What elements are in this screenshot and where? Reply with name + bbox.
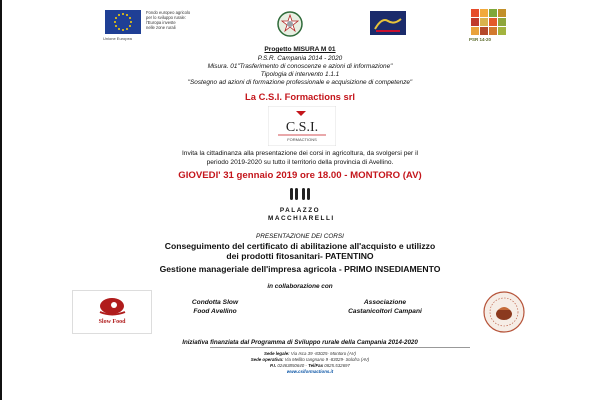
logo-strip (0, 8, 600, 42)
footer-website[interactable] (160, 369, 460, 375)
svg-text:FORMACTIONS: FORMACTIONS (287, 137, 317, 142)
tel-value: 0825.532697 (324, 363, 350, 368)
eu-caption: Unione Europea (103, 36, 132, 41)
organizer-name: La C.S.I. Formactions srl (245, 91, 355, 102)
palazzo-line-1: PALAZZO (279, 207, 321, 214)
snail-icon (73, 291, 151, 333)
presentation-label: PRESENTAZIONE DEI CORSI (256, 233, 344, 240)
eu-flag-icon (105, 10, 141, 34)
operative-label: Sede operativa: (250, 357, 284, 362)
psr-line: P.S.R. Campania 2014 - 2020 (257, 55, 343, 62)
slow-food-logo-text: Slow Food (98, 319, 126, 325)
collaboration-label: in collaborazione con (267, 283, 333, 290)
regione-campania-logo-icon (370, 11, 406, 35)
palazzo-columns-icon (268, 186, 332, 202)
invite-line-1: Invita la cittadinanza alla presentazione dei corsi in agricoltura, da svolgersi per il (181, 150, 419, 157)
invite-line-2: periodo 2019-2020 su tutto il territorio della provincia di Avellino. (206, 159, 394, 166)
csi-formactions-logo-icon (268, 106, 336, 146)
legal-value: Via Isca 39 -83025- Montoro (AV) (290, 351, 356, 356)
feasr-text (146, 10, 216, 30)
operative-value: Via Mellito Iangnano 9 -83029- Solofra (AV) (284, 357, 370, 362)
partner2-line1: Associazione (363, 299, 407, 306)
funding-note: Iniziativa finanziata dal Programma di Sviluppo rurale della Campania 2014-2020 (182, 339, 418, 346)
svg-text:C.S.I.: C.S.I. (285, 120, 319, 135)
partner2-line2: Castanicoltori Campani (348, 308, 422, 315)
partner1-line1: Condotta Slow (191, 299, 239, 306)
feasr-line: nelle zone rurali (146, 25, 176, 30)
tipologia-line: Tipologia di intervento 1.1.1 (260, 71, 340, 78)
psr-caption-text: PSR 14-20 (469, 37, 492, 42)
footer-contacts (160, 351, 460, 375)
piva-label: P.I. (270, 363, 277, 368)
legal-label: Sede legale: (264, 351, 290, 356)
footer-divider (210, 347, 470, 348)
feasr-line: l'Europa investe (146, 20, 176, 25)
course-1-line-a: Conseguimento del certificato di abilitazione all'acquisto e utilizzo (164, 241, 436, 251)
feasr-line: Fondo europeo agricolo (146, 10, 191, 15)
partner1-line2: Food Avellino (193, 308, 237, 315)
course-1-line-b: dei prodotti fitosanitari- PATENTINO (226, 251, 374, 261)
course-2: Gestione manageriale dell'impresa agricola - PRIMO INSEDIAMENTO (159, 264, 441, 274)
palazzo-line-2: MACCHIARELLI (268, 215, 335, 222)
partner-slow-food (155, 298, 275, 316)
palazzo-macchiarelli-logo (268, 186, 335, 226)
tel-label: Tel/Fax (308, 363, 324, 368)
misura-line: Misura. 01"Trasferimento di conoscenze e azioni di informazione" (207, 63, 393, 70)
project-title: Progetto MISURA M 01 (264, 46, 336, 53)
feasr-line: per lo sviluppo rurale: (146, 15, 187, 20)
sostegno-line: "Sostegno ad azioni di formazione professionale e acquisizione di competenze" (187, 79, 413, 86)
website-link[interactable]: www.csiformactions.it (286, 369, 334, 374)
piva-value: 02463850640 - (277, 363, 307, 368)
partner-castanicoltori (320, 298, 450, 316)
psr-caption (469, 37, 491, 42)
slow-food-logo (72, 290, 152, 334)
castanicoltori-seal-icon (462, 290, 546, 334)
italian-republic-emblem-icon (276, 10, 304, 38)
event-date: GIOVEDI' 31 gennaio 2019 ore 18.00 - MONTORO (AV) (178, 170, 422, 181)
